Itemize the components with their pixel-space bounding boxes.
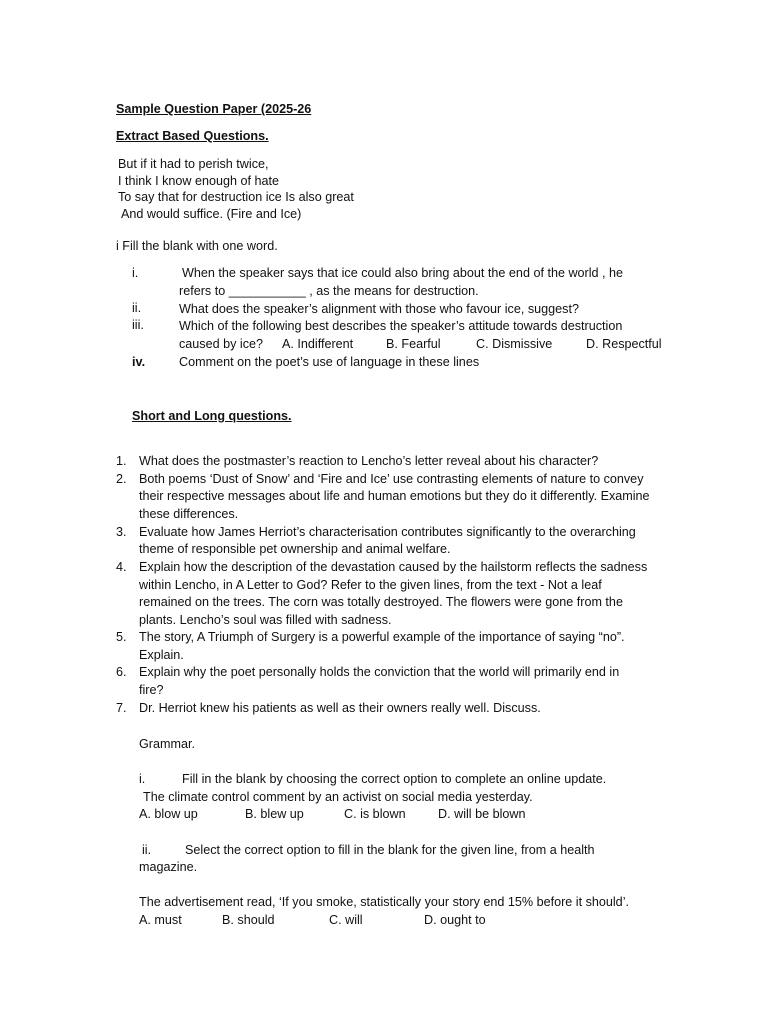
- question-text: Explain why the poet personally holds the conviction that the world will primarily end in: [139, 665, 620, 679]
- question-number: ii.: [132, 301, 142, 315]
- question-number: 3.: [116, 525, 127, 539]
- question-text: Select the correct option to fill in the blank for the given line, from a health: [185, 843, 595, 857]
- question-number: ii.: [142, 843, 152, 857]
- option-b: B. Fearful: [386, 337, 441, 351]
- question-text: caused by ice?: [179, 337, 264, 351]
- option-b: B. should: [222, 913, 275, 927]
- question-number: 7.: [116, 701, 127, 715]
- question-text: When the speaker says that ice could also bring about the end of the world , he: [182, 266, 624, 280]
- fill-instruction: i Fill the blank with one word.: [116, 239, 278, 253]
- question-text: their respective messages about life and human emotions but they do it differently. Examine: [139, 489, 650, 503]
- question-number: i.: [139, 772, 146, 786]
- option-a: A. must: [139, 913, 182, 927]
- question-text: plants. Lencho’s soul was filled with sadness.: [139, 613, 392, 627]
- question-text: Which of the following best describes the speaker’s attitude towards destruction: [179, 319, 623, 333]
- question-text: Comment on the poet’s use of language in these lines: [179, 355, 480, 369]
- question-text: Explain how the description of the devastation caused by the hailstorm reflects the sadness: [139, 560, 648, 574]
- option-d: D. Respectful: [586, 337, 662, 351]
- question-text: these differences.: [139, 507, 239, 521]
- question-text: fire?: [139, 683, 164, 697]
- option-c: C. is blown: [344, 807, 406, 821]
- question-text: Evaluate how James Herriot’s characterisation contributes significantly to the overarching: [139, 525, 636, 539]
- question-text: Dr. Herriot knew his patients as well as their owners really well. Discuss.: [139, 701, 541, 715]
- short-long-heading: Short and Long questions.: [132, 409, 292, 423]
- option-b: B. blew up: [245, 807, 304, 821]
- poem-line: To say that for destruction ice Is also great: [118, 190, 354, 204]
- question-text: within Lencho, in A Letter to God? Refer to the given lines, from the text - Not a leaf: [139, 578, 602, 592]
- question-text: The story, A Triumph of Surgery is a powerful example of the importance of saying “no”.: [139, 630, 625, 644]
- question-number: 2.: [116, 472, 127, 486]
- extract-heading: Extract Based Questions.: [116, 129, 269, 143]
- grammar-heading: Grammar.: [139, 737, 195, 751]
- question-number: 1.: [116, 454, 127, 468]
- question-sentence: The advertisement read, ‘If you smoke, statistically your story end 15% before it should’.: [139, 895, 629, 909]
- question-number: 4.: [116, 560, 127, 574]
- question-text: What does the postmaster’s reaction to Lencho’s letter reveal about his character?: [139, 454, 599, 468]
- question-text: What does the speaker’s alignment with those who favour ice, suggest?: [179, 302, 579, 316]
- option-d: D. will be blown: [438, 807, 526, 821]
- option-a: A. blow up: [139, 807, 198, 821]
- question-number: iii.: [132, 318, 144, 332]
- question-text: refers to ___________ , as the means for destruction.: [179, 284, 479, 298]
- question-text: Fill in the blank by choosing the correct option to complete an online update.: [182, 772, 607, 786]
- question-text: Both poems ‘Dust of Snow’ and ‘Fire and Ice’ use contrasting elements of nature to convey: [139, 472, 644, 486]
- option-c: C. will: [329, 913, 363, 927]
- question-number: iv.: [132, 355, 146, 369]
- option-d: D. ought to: [424, 913, 486, 927]
- question-text: remained on the trees. The corn was totally destroyed. The flowers were gone from the: [139, 595, 623, 609]
- option-a: A. Indifferent: [282, 337, 354, 351]
- question-text: theme of responsible pet ownership and animal welfare.: [139, 542, 451, 556]
- poem-line: I think I know enough of hate: [118, 174, 280, 188]
- poem-line: But if it had to perish twice,: [118, 157, 269, 171]
- question-text: magazine.: [139, 860, 198, 874]
- question-number: 5.: [116, 630, 127, 644]
- paper-title: Sample Question Paper (2025-26: [116, 102, 312, 116]
- question-number: 6.: [116, 665, 127, 679]
- poem-line: And would suffice. (Fire and Ice): [121, 207, 302, 221]
- question-sentence: The climate control comment by an activist on social media yesterday.: [143, 790, 533, 804]
- option-c: C. Dismissive: [476, 337, 553, 351]
- question-text: Explain.: [139, 648, 184, 662]
- question-number: i.: [132, 266, 139, 280]
